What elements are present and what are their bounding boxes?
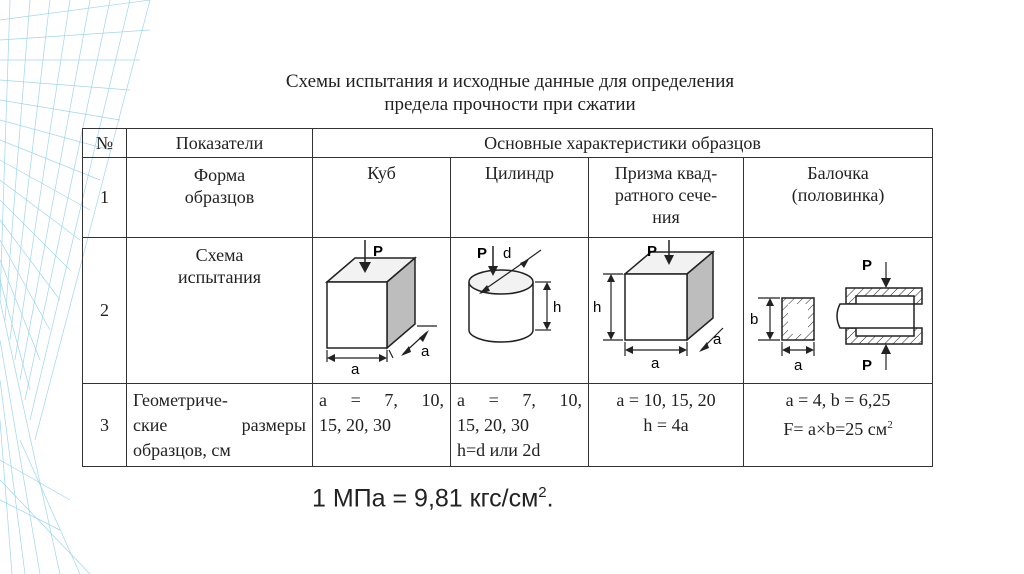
label-line: Схема <box>195 245 244 265</box>
page-title <box>160 70 860 116</box>
cell-text: 15, 20, 30 <box>319 415 391 435</box>
cell-cylinder-diagram <box>451 238 589 384</box>
cylinder-height-label: h <box>553 299 562 316</box>
cell-cube-dims <box>313 384 451 467</box>
prism-force-label: P <box>647 243 658 260</box>
table-row <box>83 238 933 384</box>
cell-text: Цилиндр <box>484 163 555 183</box>
cell-text: 15, 20, 30 <box>457 415 529 435</box>
header-indicators: Показатели <box>127 129 313 158</box>
cell-beam-dims <box>744 384 933 467</box>
label-line: Геометриче- <box>133 390 228 410</box>
row-number: 3 <box>83 384 127 467</box>
conversion-formula <box>312 484 554 513</box>
prism-diagram <box>589 238 742 375</box>
label-line: Форма <box>193 165 246 185</box>
cell-text: Балочка <box>807 163 869 183</box>
cell-text: a = 10, 15, 20 <box>616 390 716 410</box>
formula-text: 1 МПа = 9,81 кгс/см <box>312 484 539 513</box>
title-line-1: Схемы испытания и исходные данные для определения <box>285 71 735 92</box>
beam-width-label: a <box>794 357 803 374</box>
cell-text: (половинка) <box>791 185 885 205</box>
area-text: F= a×b=25 см <box>783 419 888 439</box>
row-label <box>127 384 313 467</box>
cell-cylinder <box>451 158 589 238</box>
row-number: 2 <box>83 238 127 384</box>
cell-text: a = 7, 10, <box>457 390 582 410</box>
header-num: № <box>83 129 127 158</box>
cube-force-label: P <box>373 243 384 260</box>
cell-text: ратного сече- <box>614 185 718 205</box>
beam-height-label: b <box>750 311 759 328</box>
label-line: испытания <box>178 267 261 287</box>
cell-prism-dims <box>589 384 744 467</box>
cube-width-label: a <box>351 361 360 375</box>
formula-end: . <box>546 484 554 513</box>
cell-prism <box>589 158 744 238</box>
table-row <box>83 158 933 238</box>
table-header-row <box>83 129 933 158</box>
cell-cube <box>313 158 451 238</box>
row-number: 1 <box>83 158 127 238</box>
cell-text <box>750 413 926 442</box>
label-line: образцов, см <box>133 440 231 460</box>
cell-prism-diagram <box>589 238 744 384</box>
prism-height-label: h <box>593 299 602 316</box>
cell-text: h=d или 2d <box>457 440 541 460</box>
cell-text: a = 7, 10, <box>319 390 444 410</box>
area-exponent: 2 <box>887 419 893 431</box>
prism-width-label: a <box>651 355 660 372</box>
cylinder-force-label: P <box>477 245 488 262</box>
label-line: ские размеры <box>133 415 306 435</box>
beam-diagram <box>744 238 931 375</box>
table-row <box>83 384 933 467</box>
row-label <box>127 158 313 238</box>
specimens-table <box>82 128 933 467</box>
cell-text: h = 4a <box>643 415 689 435</box>
cube-diagram <box>313 238 449 375</box>
cell-beam <box>744 158 933 238</box>
label-line: образцов <box>184 187 255 207</box>
header-characteristics: Основные характеристики образцов <box>313 129 933 158</box>
beam-force-bottom-label: P <box>862 357 873 374</box>
cell-text: Призма квад- <box>614 163 718 183</box>
title-line-2: предела прочности при сжатии <box>384 94 636 115</box>
beam-force-top-label: P <box>862 257 873 274</box>
cube-depth-label: a <box>421 343 430 360</box>
cylinder-diameter-label: d <box>503 245 512 262</box>
cell-beam-diagram <box>744 238 933 384</box>
prism-depth-label: a <box>713 331 722 348</box>
cylinder-diagram <box>451 238 587 375</box>
formula-exponent: 2 <box>538 484 547 501</box>
cell-text: ния <box>652 207 680 227</box>
cell-cylinder-dims <box>451 384 589 467</box>
cell-text: a = 4, b = 6,25 <box>785 390 891 410</box>
row-label <box>127 238 313 384</box>
cell-cube-diagram <box>313 238 451 384</box>
cell-text: Куб <box>367 163 396 183</box>
